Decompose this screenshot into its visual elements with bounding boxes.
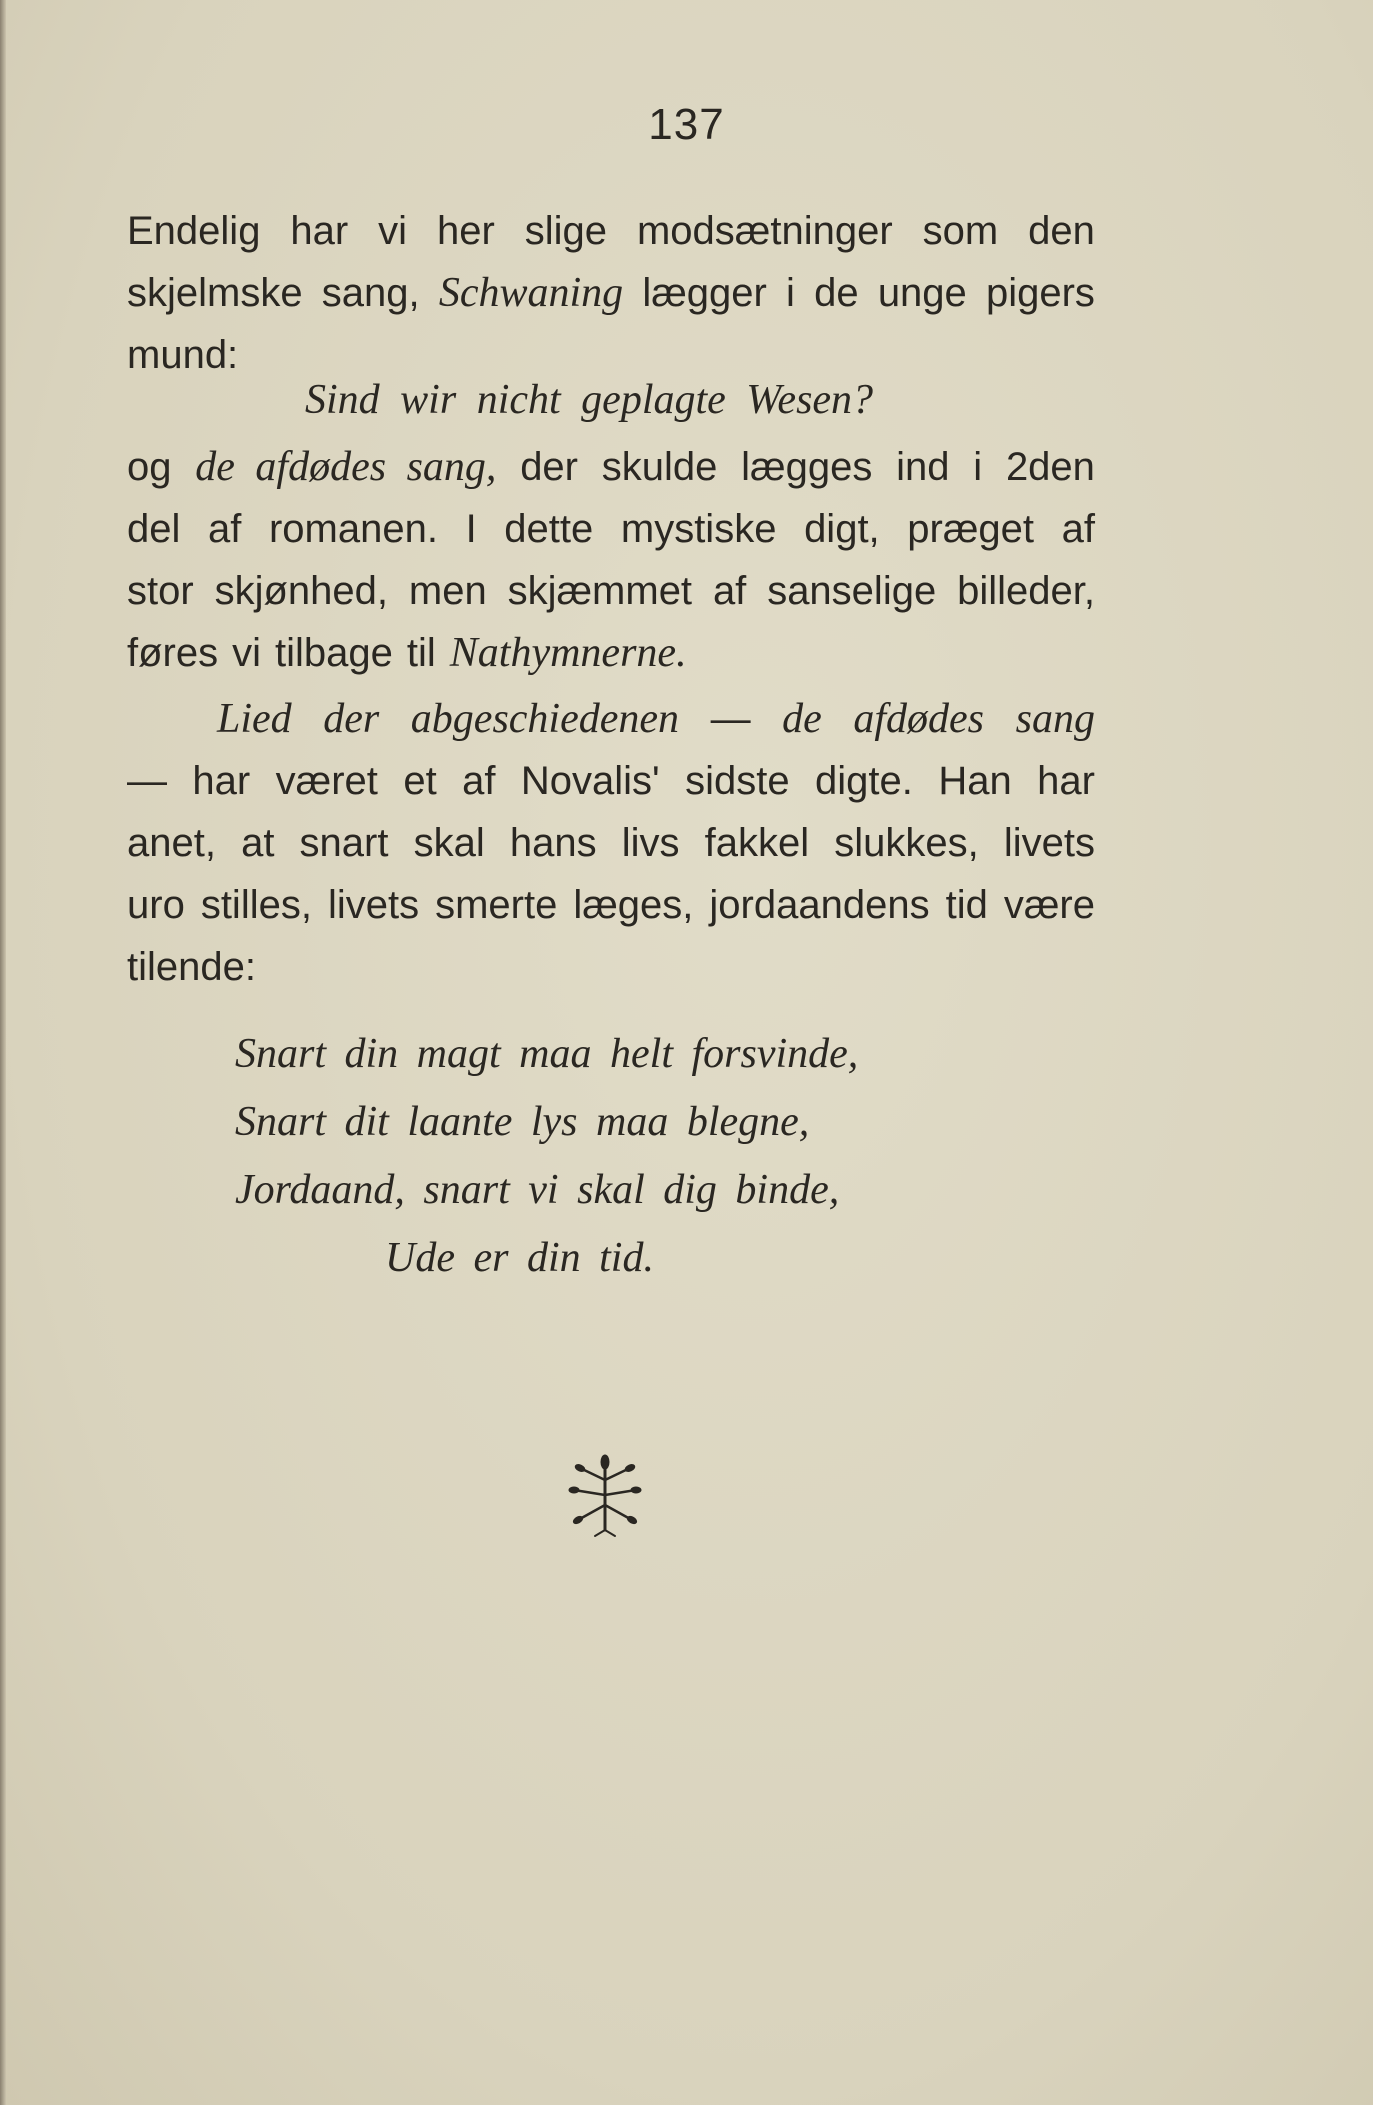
text-line: føres vi tilbage til Nathymnerne. bbox=[127, 622, 1095, 684]
text-line: mund: bbox=[127, 333, 239, 377]
italic-title: Schwaning bbox=[438, 270, 624, 316]
paragraph-3 bbox=[127, 688, 1095, 998]
text-line: uro stilles, livets smerte læges, jordaandens tid være bbox=[127, 883, 1095, 927]
text-line: Lied der abgeschiedenen — de afdødes sang bbox=[217, 696, 1095, 742]
text-line: del af romanen. I dette mystiske digt, præget af bbox=[127, 507, 1095, 551]
italic-title: de afdødes sang, bbox=[195, 444, 497, 490]
text-line: stor skjønhed, men skjæmmet af sanselige billeder, bbox=[127, 569, 1095, 613]
text-line: — har været et af Novalis' sidste digte. Han har bbox=[127, 759, 1095, 803]
text-line: tilende: bbox=[127, 945, 256, 989]
italic-title: Nathymnerne. bbox=[449, 630, 687, 676]
quote-line: Sind wir nicht geplagte Wesen? bbox=[305, 377, 874, 423]
text-line: Endelig har vi her slige modsætninger som den bbox=[127, 209, 1095, 253]
paragraph-2 bbox=[127, 436, 1095, 684]
poem-line: Ude er din tid. bbox=[385, 1235, 654, 1281]
poem-line: Snart dit laante lys maa blegne, bbox=[235, 1099, 810, 1145]
poem-line: Jordaand, snart vi skal dig binde, bbox=[235, 1167, 840, 1213]
page-number: 137 bbox=[648, 100, 725, 149]
page-edge-shadow bbox=[0, 0, 6, 2105]
paragraph-1 bbox=[127, 200, 1095, 386]
text-line: anet, at snart skal hans livs fakkel slukkes, livets bbox=[127, 821, 1095, 865]
fleuron-ornament-icon bbox=[560, 1450, 650, 1540]
text-line: og de afdødes sang, der skulde lægges ind i 2den bbox=[127, 436, 1095, 498]
text-line: skjelmske sang, Schwaning lægger i de unge pigers bbox=[127, 262, 1095, 324]
poem-line: Snart din magt maa helt forsvinde, bbox=[235, 1031, 859, 1077]
poem-stanza bbox=[235, 1020, 858, 1292]
